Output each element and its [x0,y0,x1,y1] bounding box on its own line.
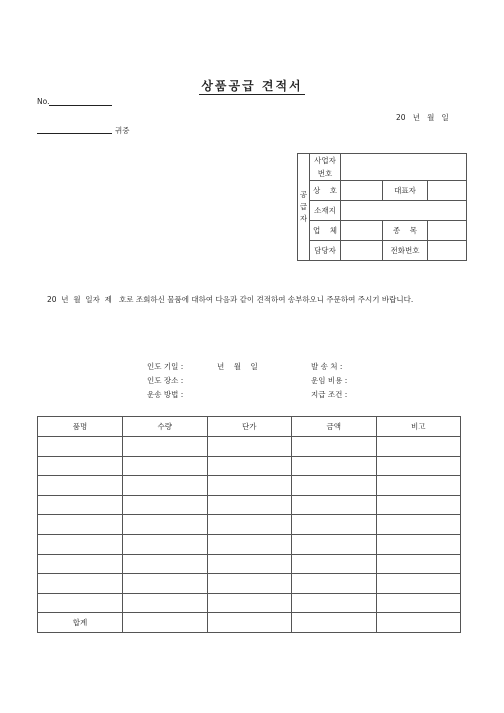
amount-cell[interactable] [292,534,377,554]
unit-price-cell[interactable] [207,476,292,496]
business-type-field[interactable] [341,221,383,241]
amount-cell[interactable] [292,437,377,457]
address-field[interactable] [341,201,467,221]
manager-label: 담당자 [310,241,341,261]
table-row [38,495,461,515]
table-row [38,593,461,613]
quantity-cell[interactable] [123,593,208,613]
quantity-cell[interactable] [123,554,208,574]
quantity-cell[interactable] [123,515,208,535]
recipient-field[interactable] [37,124,112,134]
delivery-place-label: 인도 장소 : [147,376,184,385]
phone-field[interactable] [428,241,467,261]
table-row [38,456,461,476]
quantity-cell[interactable] [123,437,208,457]
table-row [38,437,461,457]
address-label: 소재지 [310,201,341,221]
remarks-cell[interactable] [376,534,461,554]
remarks-cell[interactable] [376,476,461,496]
items-table [37,416,461,633]
remarks-cell[interactable] [376,593,461,613]
quantity-cell[interactable] [123,495,208,515]
manager-field[interactable] [341,241,383,261]
quantity-cell[interactable] [123,574,208,594]
total-row [38,613,461,633]
unit-price-cell[interactable] [207,534,292,554]
remarks-cell[interactable] [376,437,461,457]
issue-date: 20 년 월 일 [396,113,449,122]
total-label: 합계 [38,613,123,633]
quantity-cell[interactable] [123,534,208,554]
amount-cell[interactable] [292,515,377,535]
amount-cell[interactable] [292,476,377,496]
payment-terms-label: 지급 조건 : [311,390,348,399]
remarks-cell[interactable] [376,456,461,476]
item-name-cell[interactable] [38,515,123,535]
amount-cell[interactable] [292,554,377,574]
business-number-label: 사업자 번호 [310,154,341,181]
header-item-name: 품명 [38,417,123,437]
total-unit-price-cell[interactable] [207,613,292,633]
item-name-cell[interactable] [38,593,123,613]
item-name-cell[interactable] [38,437,123,457]
header-amount: 금액 [292,417,377,437]
supplier-side-label: 공 급 자 [298,154,310,261]
table-row [38,534,461,554]
items-header-row [38,417,461,437]
unit-price-cell[interactable] [207,515,292,535]
freight-cost-label: 운임 비용 : [311,376,348,385]
document-title: 상품공급 견적서 [201,79,303,93]
document-number-field[interactable] [49,96,112,106]
business-item-field[interactable] [428,221,467,241]
item-name-cell[interactable] [38,554,123,574]
delivery-date-value: 년 월 일 [217,362,258,371]
ship-to-label: 발 송 처 : [311,362,343,371]
header-unit-price: 단가 [207,417,292,437]
unit-price-cell[interactable] [207,456,292,476]
business-item-label: 종 목 [383,221,428,241]
amount-cell[interactable] [292,456,377,476]
unit-price-cell[interactable] [207,495,292,515]
business-number-field[interactable] [341,154,467,181]
quantity-cell[interactable] [123,476,208,496]
representative-label: 대표자 [383,181,428,201]
total-amount-cell[interactable] [292,613,377,633]
table-row [38,554,461,574]
unit-price-cell[interactable] [207,554,292,574]
document-number-label: No. [37,97,50,106]
amount-cell[interactable] [292,495,377,515]
company-name-label: 상 호 [310,181,341,201]
item-name-cell[interactable] [38,495,123,515]
item-name-cell[interactable] [38,456,123,476]
phone-label: 전화번호 [383,241,428,261]
intro-paragraph: 20 년 월 일자 제 호로 조회하신 물품에 대하여 다음과 같이 견적하여 송부하오니 주문하여 주시기 바랍니다. [47,295,414,304]
table-row [38,476,461,496]
representative-field[interactable] [428,181,467,201]
remarks-cell[interactable] [376,574,461,594]
remarks-cell[interactable] [376,554,461,574]
unit-price-cell[interactable] [207,593,292,613]
amount-cell[interactable] [292,574,377,594]
table-row [38,515,461,535]
unit-price-cell[interactable] [207,437,292,457]
total-remarks-cell[interactable] [376,613,461,633]
recipient-suffix: 귀중 [115,126,130,135]
company-name-field[interactable] [341,181,383,201]
remarks-cell[interactable] [376,495,461,515]
shipping-method-label: 운송 방법 : [147,390,184,399]
delivery-date-label: 인도 기일 : [147,362,184,371]
quantity-cell[interactable] [123,456,208,476]
remarks-cell[interactable] [376,515,461,535]
unit-price-cell[interactable] [207,574,292,594]
item-name-cell[interactable] [38,476,123,496]
table-row [38,574,461,594]
total-quantity-cell[interactable] [123,613,208,633]
header-remarks: 비고 [376,417,461,437]
header-quantity: 수량 [123,417,208,437]
supplier-table [297,153,467,261]
item-name-cell[interactable] [38,574,123,594]
amount-cell[interactable] [292,593,377,613]
item-name-cell[interactable] [38,534,123,554]
business-type-label: 업 체 [310,221,341,241]
